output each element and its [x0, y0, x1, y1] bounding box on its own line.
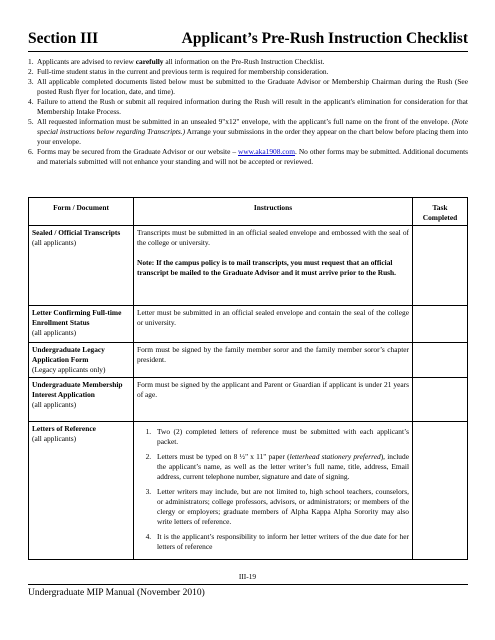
- task-completed-cell[interactable]: [413, 306, 468, 343]
- form-cell: [29, 378, 134, 422]
- instructions-cell: [134, 422, 413, 560]
- footer-divider: [28, 584, 468, 585]
- form-title: Letters of Reference: [32, 424, 96, 433]
- instruction-item: 3. All applicable completed documents listed below must be submitted to the Graduate Advisor or Membership Chairman during the Rush (See posted Rush flyer for location, date, and time).: [28, 77, 468, 96]
- form-title: Undergraduate Legacy Application Form: [32, 345, 105, 364]
- instructions-cell: Transcripts must be submitted in an official sealed envelope and embossed with the seal of the college or university. Note: If the campus policy is to mail transcripts, you must request that an official transcript be mailed to the Graduate Advisor and it must arrive prior to the Rush.: [134, 226, 413, 306]
- form-applicability: (all applicants): [32, 238, 77, 247]
- instruction-item: 5. All requested information must be submitted in an unsealed 9"x12" envelope, with the applicant’s full name on the front of the envelope. (Note special instructions below regarding Transcripts.) Arrange your submissions in the order they appear on the chart below before placing them into your envelope.: [28, 117, 468, 146]
- header-divider: [28, 51, 468, 52]
- table-row: [29, 306, 468, 343]
- reference-requirements-list: [137, 427, 409, 552]
- instruction-item: 2. Full-time student status in the current and previous term is required for membership consideration.: [28, 67, 329, 76]
- form-title: Sealed / Official Transcripts: [32, 228, 121, 237]
- form-cell: [29, 422, 134, 560]
- instruction-item: 1. Applicants are advised to review carefully all information on the Pre-Rush Instruction Checklist.: [28, 57, 325, 66]
- form-applicability: (all applicants): [32, 328, 77, 337]
- table-row: [29, 422, 468, 560]
- instruction-item: 4. Failure to attend the Rush or submit all required information during the Rush will result in the applicant's elimination for consideration for that Membership Intake Process.: [28, 97, 468, 116]
- form-applicability: (all applicants): [32, 400, 77, 409]
- website-link[interactable]: www.aka1908.com: [238, 147, 295, 156]
- page-title: Applicant’s Pre-Rush Instruction Checklist: [181, 30, 468, 47]
- instructions-cell: Letter must be submitted in an official sealed envelope and contain the seal of the college or university.: [134, 306, 413, 343]
- column-header-form: Form / Document: [29, 198, 134, 226]
- form-applicability: (all applicants): [32, 434, 77, 443]
- section-label: Section III: [28, 30, 99, 47]
- task-completed-cell[interactable]: [413, 378, 468, 422]
- list-item: 3. Letter writers may include, but are not limited to, high school teachers, counselors, or administrators; college professors, advisors, or administrators; or members of the clergy or employers; graduate members of Alpha Kappa Alpha Sorority may also write letters of reference.: [153, 487, 409, 527]
- task-completed-cell[interactable]: [413, 226, 468, 306]
- page-number: III-19: [238, 572, 257, 581]
- table-row: [29, 343, 468, 378]
- column-header-task: Task Completed: [413, 198, 468, 226]
- instruction-list: [28, 57, 468, 167]
- list-item: 4. It is the applicant’s responsibility to inform her letter writers of the due date for her letters of reference: [153, 532, 409, 552]
- instruction-item: 6. Forms may be secured from the Graduate Advisor or our website – www.aka1908.com. No other forms may be submitted. Additional documents and materials submitted will not enhance your standing and will not be accepted or reviewed.: [28, 147, 469, 166]
- table-row: [29, 226, 468, 306]
- instructions-cell: Form must be signed by the applicant and Parent or Guardian if applicant is under 21 years of age.: [134, 378, 413, 422]
- form-title: Undergraduate Membership Interest Application: [32, 380, 123, 399]
- transcript-note: Note: If the campus policy is to mail transcripts, you must request that an official transcript be mailed to the Graduate Advisor and it must arrive prior to the Rush.: [137, 258, 397, 277]
- instructions-cell: Form must be signed by the family member soror and the family member soror’s chapter president.: [134, 343, 413, 378]
- footer-text: Undergraduate MIP Manual (November 2010): [28, 588, 205, 598]
- form-title: Letter Confirming Full-time Enrollment Status: [32, 308, 122, 327]
- form-applicability: (Legacy applicants only): [32, 365, 106, 374]
- form-cell: [29, 343, 134, 378]
- list-item: 2. Letters must be typed on 8 ½" x 11" paper (letterhead stationery preferred), include the applicant’s name, as well as the letter writer’s full name, title, address, Email address, current telephone number, signature and date of signing.: [153, 452, 409, 482]
- column-header-instructions: Instructions: [134, 198, 413, 226]
- checklist-table: [28, 197, 468, 560]
- task-completed-cell[interactable]: [413, 422, 468, 560]
- table-row: [29, 378, 468, 422]
- page-header: [28, 30, 468, 48]
- form-cell: [29, 226, 134, 306]
- table-header-row: [29, 198, 468, 226]
- list-item: 1. Two (2) completed letters of reference must be submitted with each applicant’s packet.: [153, 427, 409, 447]
- task-completed-cell[interactable]: [413, 343, 468, 378]
- form-cell: [29, 306, 134, 343]
